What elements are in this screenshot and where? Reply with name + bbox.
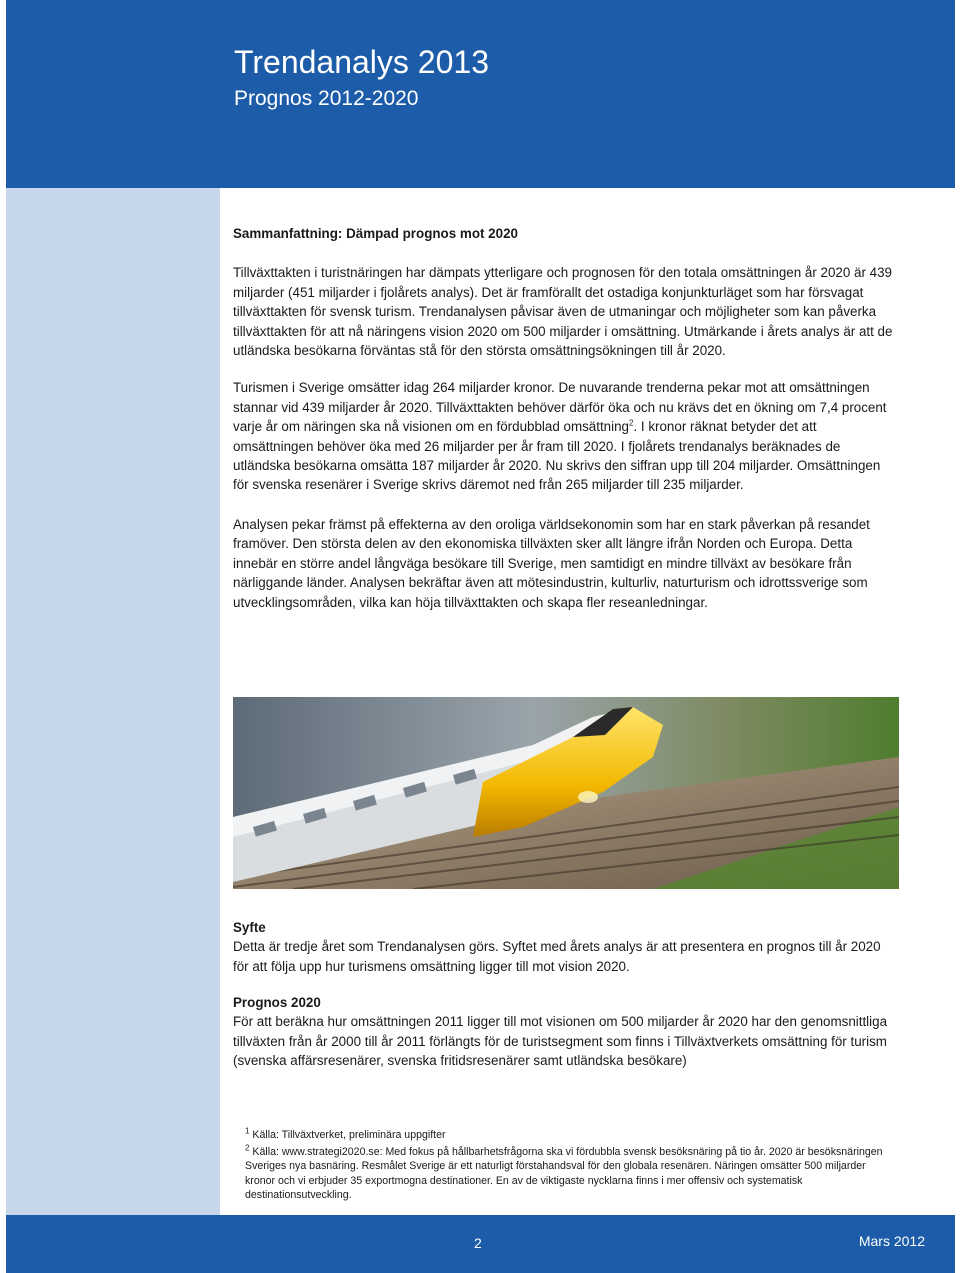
summary-paragraph-2 — [233, 378, 893, 494]
footnote-2-text: Källa: www.strategi2020.se: Med fokus på hållbarhetsfrågorna ska vi fördubbla svensk besöksnäring på tio år. 2020 är besöksnäringen Sveriges nya basnäring. Resmålet Sverige är ett naturligt förstahandsval för den globala resenären. Näringen omsätter 500 miljarder kronor och vi erbjuder 35 exportmogna destinationer. En av de viktigaste nycklarna finns i mer offensiv och systematisk destinationsutveckling. — [245, 1145, 883, 1202]
footnote-1-mark: 1 — [245, 1126, 250, 1136]
prognos-text: För att beräkna hur omsättningen 2011 ligger till mot visionen om 500 miljarder år 2020 har den genomsnittliga tillväxten från år 2000 till år 2011 förlängts för de turistsegment som finns i Tillväxtverkets omsättning för turism (svenska affärsresenärer, svenska fritidsresenärer samt utländska besökare) — [233, 1014, 888, 1069]
syfte-heading: Syfte — [233, 920, 266, 935]
syfte-text: Detta är tredje året som Trendanalysen görs. Syftet med årets analys är att presentera en prognos till år 2020 för att följa upp hur turismens omsättning ligger till mot vision 2020. — [233, 939, 881, 974]
footnote-1-text: Källa: Tillväxtverket, preliminära uppgifter — [252, 1129, 446, 1141]
page-footer — [6, 1215, 955, 1273]
summary-paragraph-1: Tillväxttakten i turistnäringen har dämpats ytterligare och prognosen för den totala omsättningen år 2020 är 439 miljarder (451 miljarder i fjolårets analys). Det är framförallt det ostadiga konjunkturläget som har försvagat tillväxttakten för svensk turism. Trendanalysen påvisar även de utmaningar och möjligheter som kan påverka tillväxttakten för att nå näringens vision 2020 om 500 miljarder i omsättning. Utmärkande i årets analys är att de utländska besökarna förväntas stå för den största omsättningsökningen till år 2020. — [233, 265, 893, 359]
summary-heading: Sammanfattning: Dämpad prognos mot 2020 — [233, 226, 518, 241]
summary-paragraph-3: Analysen pekar främst på effekterna av den oroliga världsekonomin som har en stark påverkan på resandet framöver. Den största delen av den ekonomiska tillväxten sker allt längre ifrån Norden och Europa. Detta innebär en större andel långväga besökare till Sverige, men samtidigt en mindre tillväxt av besökare från närliggande länder. Analysen bekräftar även att mötesindustrin, kulturliv, naturturism och idrottssverige som utvecklingsområden, vilka kan höja tillväxttakten och skapa fler reseanledningar. — [233, 516, 870, 610]
footer-date: Mars 2012 — [858, 1233, 925, 1249]
footnote-2-mark: 2 — [245, 1143, 250, 1153]
footnote-1 — [245, 1128, 885, 1143]
page-number: 2 — [474, 1235, 482, 1251]
sidebar-band — [6, 188, 220, 1215]
train-photo — [233, 697, 899, 889]
footnotes — [245, 1128, 885, 1205]
document-subtitle: Prognos 2012-2020 — [234, 87, 419, 110]
footnote-ref-2: 2 — [629, 418, 634, 428]
footnote-2 — [245, 1145, 885, 1203]
page-header — [6, 0, 955, 188]
prognos-section — [233, 993, 893, 1071]
summary-section — [233, 224, 893, 612]
document-title: Trendanalys 2013 — [234, 44, 489, 80]
syfte-section — [233, 918, 893, 976]
summary-paragraph-2-part-a: Turismen i Sverige omsätter idag 264 miljarder kronor. De nuvarande trenderna pekar mot att omsättningen stannar vid 439 miljarder år 2020. Tillväxttakten behöver därför öka och nu krävs det en ökning om 7,4 procent varje år om näringen ska nå visionen om en fördubblad omsättning — [233, 380, 887, 435]
prognos-heading: Prognos 2020 — [233, 995, 321, 1010]
summary-paragraph-2-part-b: . I kronor räknat betyder det att omsättningen behöver öka med 26 miljarder per år fram till 2020. I fjolårets trendanalys beräknades de utländska besökarna omsätta 187 miljarder år 2020. Nu skrivs den siffran upp till 204 miljarder. Omsättningen för svenska resenärer i Sverige skrivs däremot ned från 265 miljarder till 235 miljarder. — [233, 419, 881, 493]
